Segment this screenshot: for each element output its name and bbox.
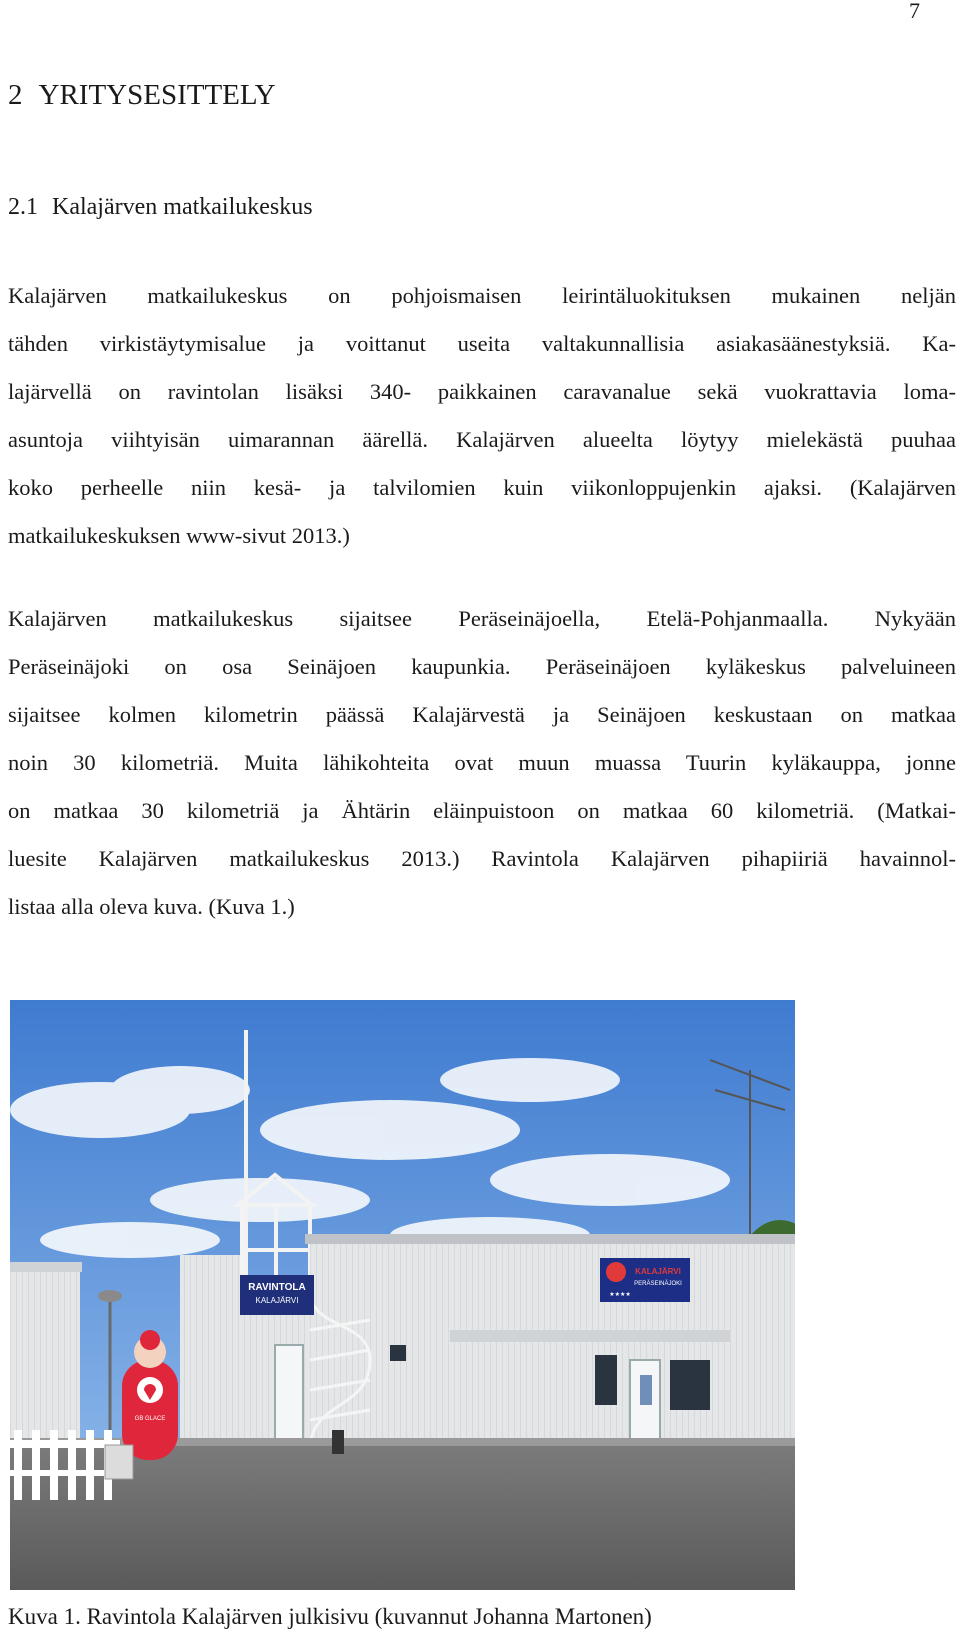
- sign-stars: ★★★★: [609, 1291, 631, 1298]
- restaurant-photo-illustration: [10, 1000, 795, 1590]
- section-title: Kalajärven matkailukeskus: [52, 194, 313, 220]
- trash-bin: [105, 1445, 133, 1479]
- restaurant-photo: [10, 1000, 795, 1590]
- window: [595, 1355, 617, 1405]
- window: [390, 1345, 406, 1361]
- page-number: 7: [909, 0, 920, 23]
- paragraph-line: lajärvellä on ravintolan lisäksi 340- paikkainen caravanalue sekä vuokrattavia loma-: [8, 379, 956, 404]
- sign-main-text: RAVINTOLA: [248, 1282, 306, 1293]
- sign-right-title: KALAJÄRVI: [635, 1267, 681, 1276]
- paragraph-intro: [8, 272, 956, 560]
- paragraph-line: luesite Kalajärven matkailukeskus 2013.) Ravintola Kalajärven pihapiiriä havainnol-: [8, 846, 956, 871]
- section-heading: [8, 192, 313, 222]
- paragraph-line: koko perheelle niin kesä- ja talvilomien kuin viikonloppujenkin ajaksi. (Kalajärven: [8, 475, 956, 500]
- paragraph-line: tähden virkistäytymisalue ja voittanut useita valtakunnallisia asiakasäänestyksiä. Ka-: [8, 331, 956, 356]
- bollard: [332, 1430, 344, 1454]
- paragraph-line: Peräseinäjoki on osa Seinäjoen kaupunkia. Peräseinäjoen kyläkeskus palveluineen: [8, 654, 956, 679]
- icecream-brand-text: GB GLACE: [134, 1416, 166, 1422]
- figure-caption: Kuva 1. Ravintola Kalajärven julkisivu (kuvannut Johanna Martonen): [8, 1604, 652, 1629]
- canopy: [450, 1330, 730, 1342]
- paragraph-line: on matkaa 30 kilometriä ja Ähtärin eläinpuistoon on matkaa 60 kilometriä. (Matkai-: [8, 798, 956, 823]
- sign-right-subtitle: PERÄSEINÄJOKI: [634, 1281, 682, 1287]
- section-number: 2.1: [8, 194, 38, 220]
- paragraph-line: Kalajärven matkailukeskus sijaitsee Peräseinäjoella, Etelä-Pohjanmaalla. Nykyään: [8, 606, 956, 631]
- door: [275, 1345, 303, 1445]
- paragraph-line: sijaitsee kolmen kilometrin päässä Kalajärvestä ja Seinäjoen keskustaan on matkaa: [8, 702, 956, 727]
- paragraph-line: matkailukeskuksen www-sivut 2013.): [8, 523, 350, 548]
- paragraph-line: listaa alla oleva kuva. (Kuva 1.): [8, 894, 295, 919]
- chapter-heading: [8, 78, 276, 112]
- ravintola-sign: [240, 1275, 314, 1315]
- chapter-title: YRITYSESITTELY: [38, 79, 276, 111]
- paragraph-line: Kalajärven matkailukeskus on pohjoismaisen leirintäluokituksen mukainen neljän: [8, 283, 956, 308]
- window: [670, 1360, 710, 1410]
- sign-sub-text: KALAJÄRVI: [255, 1296, 299, 1305]
- paragraph-line: asuntoja viihtyisän uimarannan äärellä. Kalajärven alueelta löytyy mielekästä puuhaa: [8, 427, 956, 452]
- paragraph-location: [8, 595, 956, 931]
- chapter-number: 2: [8, 79, 23, 111]
- paragraph-line: noin 30 kilometriä. Muita lähikohteita ovat muun muassa Tuurin kyläkauppa, jonne: [8, 750, 956, 775]
